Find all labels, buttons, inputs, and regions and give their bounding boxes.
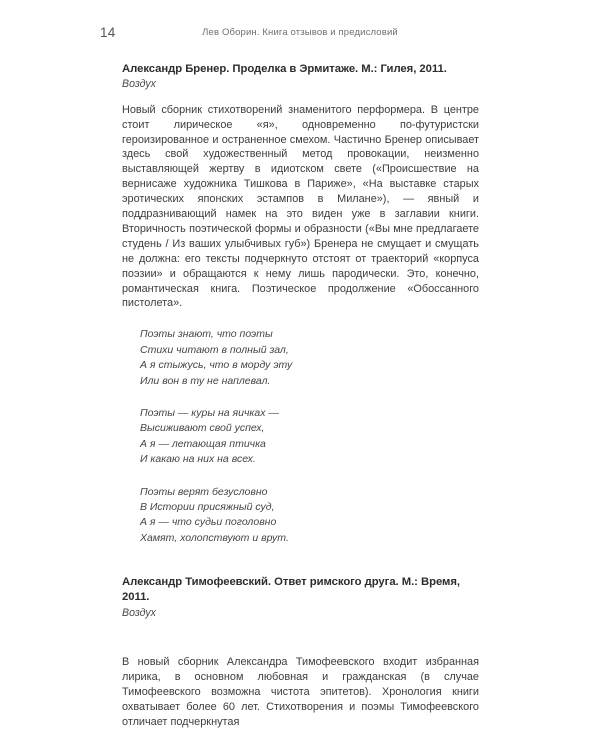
entry-body-paragraph: В новый сборник Александра Тимофеевского входит избранная лирика, в основном любовная и гражданская (в случае Тимофеевского возможна чистота эпитетов). Хронология книги охватывает более 60 лет. Стихотворения и поэмы Тимофеевского отличает подчеркнутая bbox=[122, 656, 479, 728]
running-head: Лев Оборин. Книга отзывов и предисловий bbox=[202, 27, 398, 38]
page-header bbox=[0, 24, 600, 42]
verse-line: Или вон в ту не наплевал. bbox=[140, 374, 271, 387]
verse-stanza bbox=[140, 406, 479, 468]
verse-line: Поэты верят безусловно bbox=[140, 485, 268, 498]
verse-stanza bbox=[140, 327, 479, 389]
verse-line: Поэты знают, что поэты bbox=[140, 328, 273, 341]
review-entry-brener bbox=[122, 62, 479, 546]
verse-line: И какаю на них на всех. bbox=[140, 453, 256, 466]
entry-source: Воздух bbox=[122, 606, 156, 619]
entry-body-paragraph: Новый сборник стихотворений знаменитого перформера. В центре стоит лирическое «я», одновременно по-футуристски героизированное и остраненное смехом. Частично Бренер описывает здесь свой художественный метод провокации, неизменно выставляющей жертву в идиотском свете («Происшествие на вернисаже художника Тишкова в Париже», «На выставке старых эротических японских эстампов в Милане»), — явный и поддразнивающий намек на это виден уже в заглавии книги. Вторичность поэтической формы и образности («Вы мне предлагаете студень / Из ваших улыбчивых губ») Бренера не смущает и смущать не должна: его тексты подчеркнуто отстоят от траекторий «корпуса поэзии» и обращаются к нему лишь пародически. Это, конечно, романтическая книга. Поэтическое продолжение «Обоссанного пистолета». bbox=[122, 103, 479, 310]
entry-title: Александр Тимофеевский. Ответ римского друга. М.: Время, 2011. bbox=[122, 576, 460, 604]
verse-line: Хамят, холопствуют и врут. bbox=[140, 531, 289, 544]
verse-line: Высиживают свой успех, bbox=[140, 422, 265, 435]
entry-source: Воздух bbox=[122, 78, 156, 91]
section-spacer bbox=[122, 546, 479, 575]
verse-line: А я — что судьи поголовно bbox=[140, 516, 277, 529]
page-number: 14 bbox=[100, 25, 116, 40]
review-entry-timofeevsky bbox=[122, 575, 479, 729]
verse-line: А я — летающая птичка bbox=[140, 437, 266, 450]
verse-line: Поэты — куры на яичках — bbox=[140, 407, 279, 420]
paragraph-spacer bbox=[122, 631, 479, 655]
text-column bbox=[122, 62, 479, 730]
verse-line: В Истории присяжный суд, bbox=[140, 501, 275, 514]
entry-title: Александр Бренер. Проделка в Эрмитаже. М.: Гилея, 2011. bbox=[122, 63, 447, 75]
verse-line: А я стыжусь, что в морду эту bbox=[140, 359, 293, 372]
verse-stanza bbox=[140, 485, 479, 547]
verse-line: Стихи читают в полный зал, bbox=[140, 343, 289, 356]
verse-quote bbox=[122, 327, 479, 546]
